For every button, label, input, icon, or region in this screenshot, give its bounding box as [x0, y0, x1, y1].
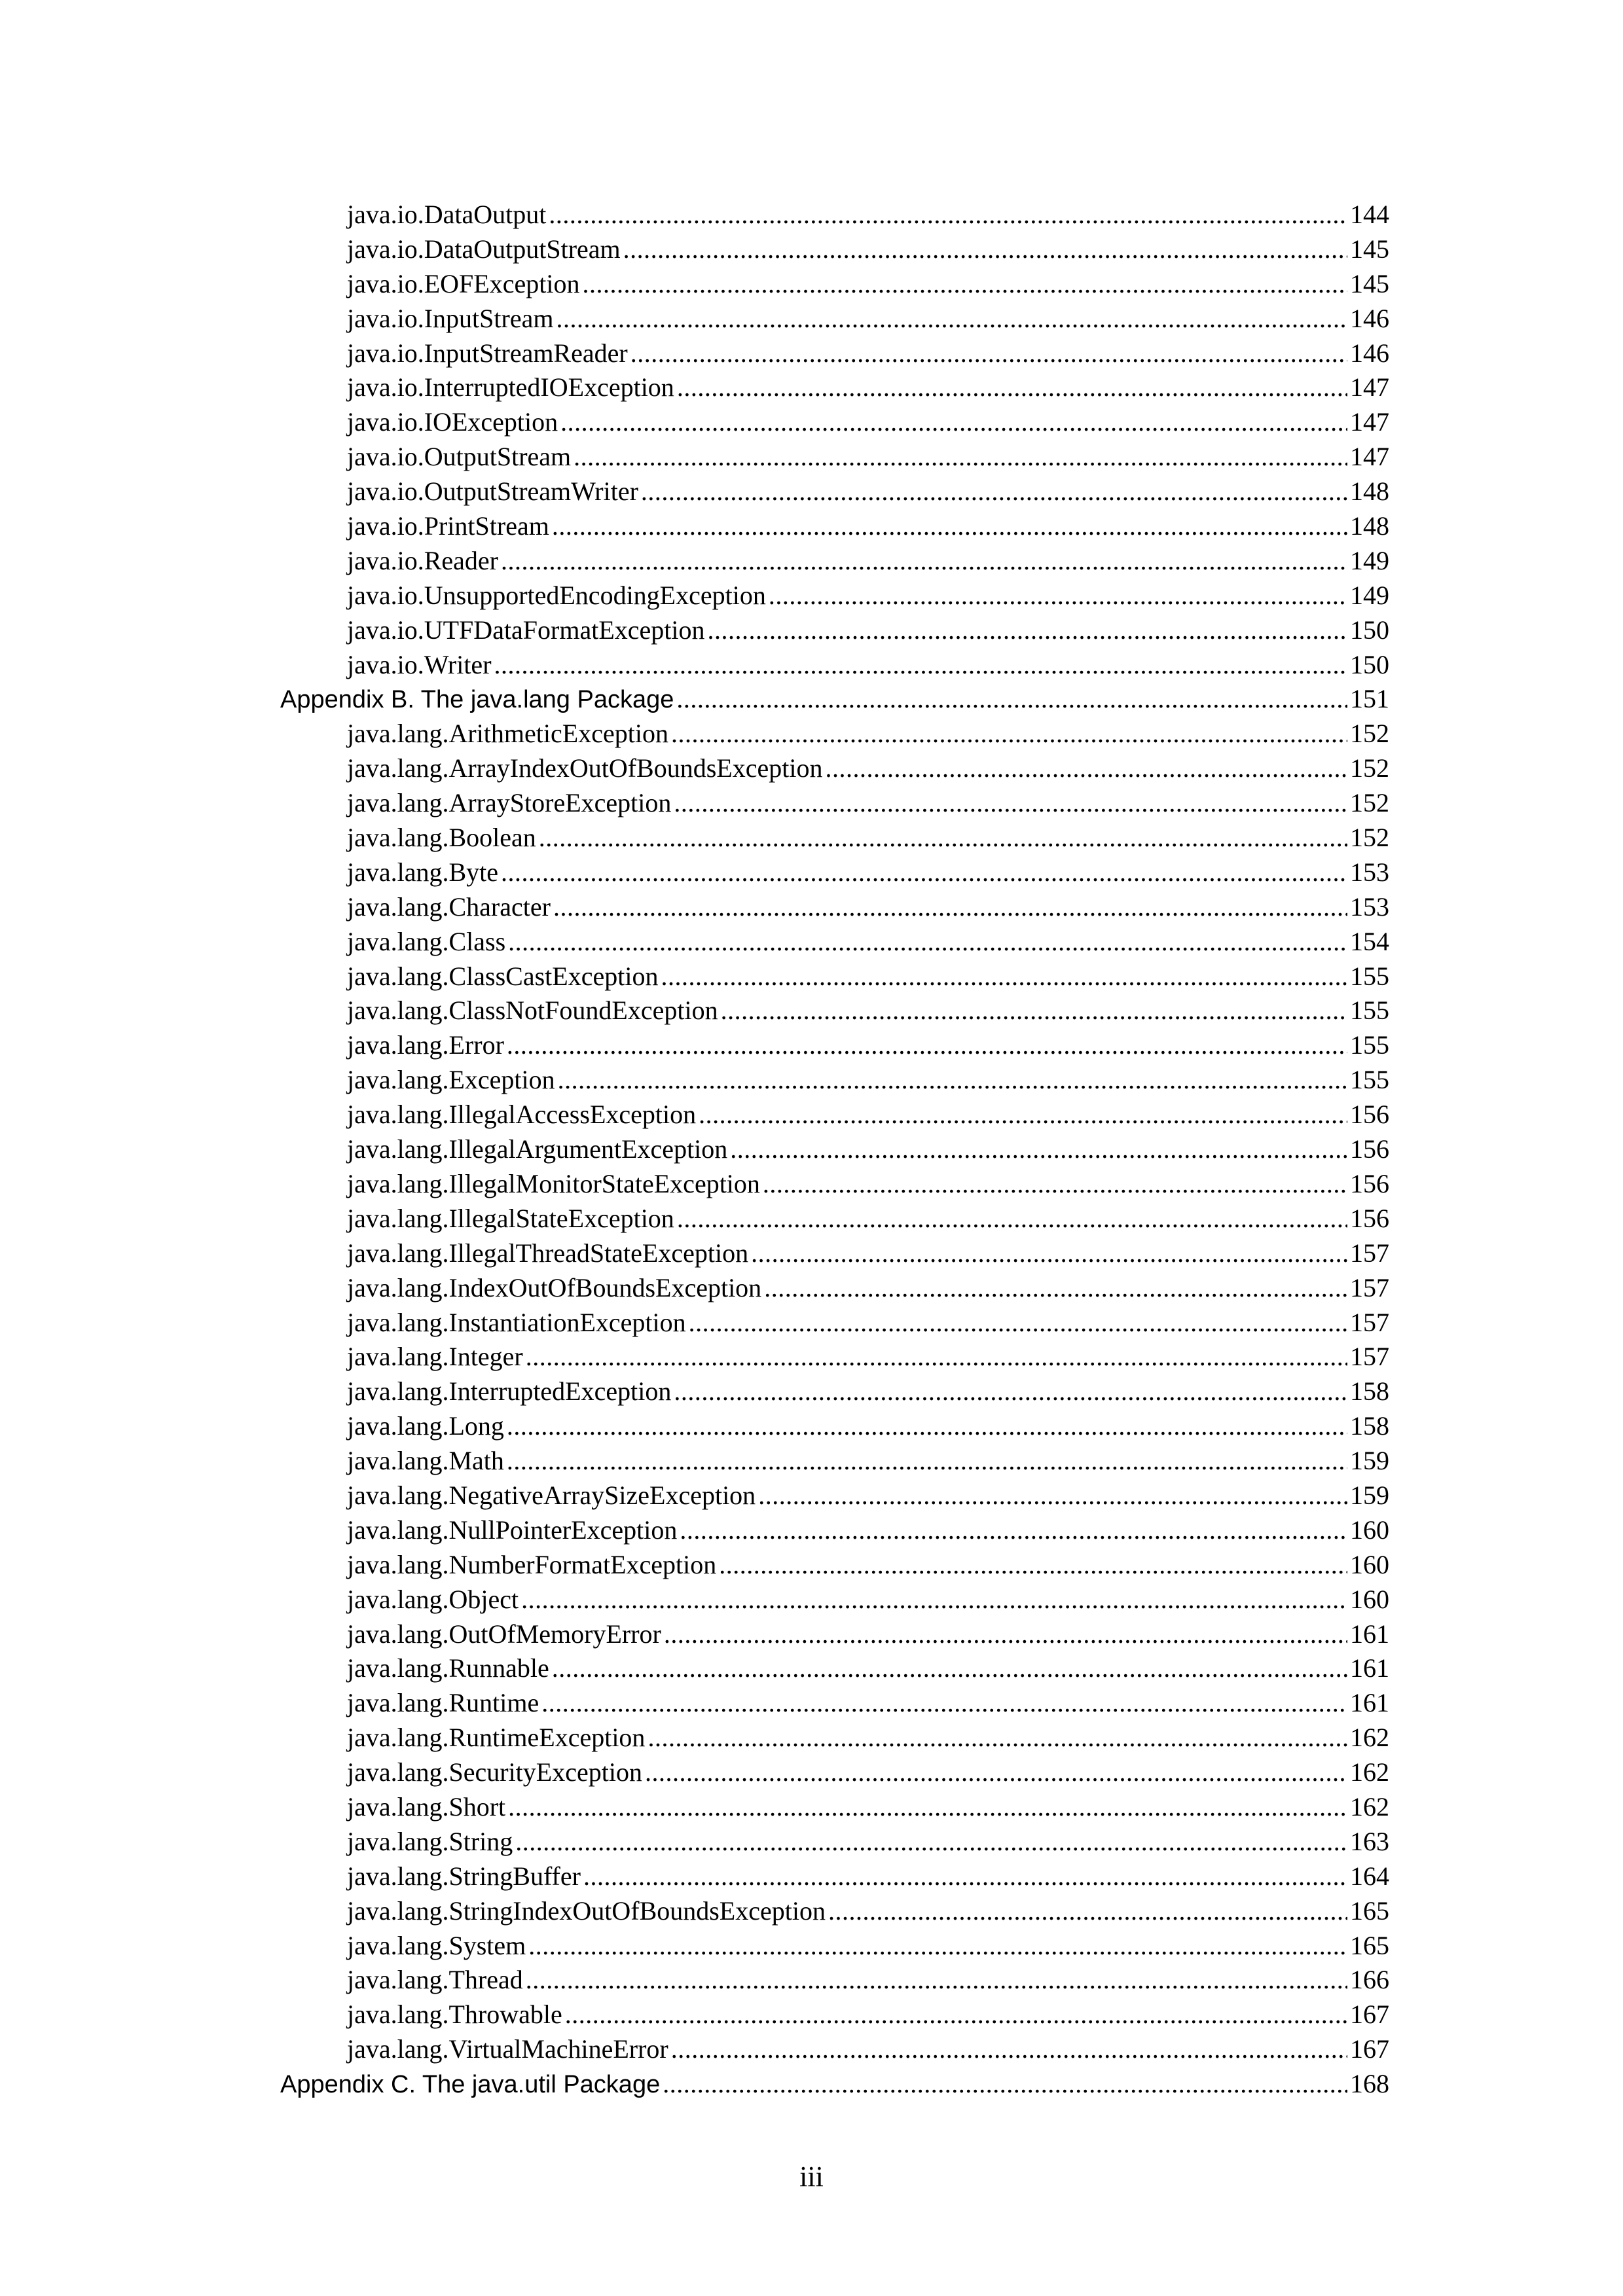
- toc-entry[interactable]: [280, 372, 1389, 406]
- dot-leader: [719, 1549, 1347, 1580]
- toc-label: java.io.InterruptedIOException: [347, 372, 674, 403]
- toc-label: java.io.IOException: [347, 407, 558, 437]
- toc-heading[interactable]: [280, 683, 1389, 718]
- toc-page-number: 148: [1350, 511, 1389, 541]
- dot-leader: [582, 268, 1347, 299]
- toc-page-number: 147: [1350, 407, 1389, 437]
- toc-label: java.lang.NumberFormatException: [347, 1549, 717, 1579]
- dot-leader: [507, 1410, 1347, 1441]
- toc-label: java.io.DataOutput: [347, 200, 547, 229]
- dot-leader: [507, 1445, 1347, 1476]
- toc-page-number: 149: [1350, 580, 1389, 610]
- toc-page-number: 151: [1350, 684, 1389, 714]
- dot-leader: [528, 1930, 1347, 1961]
- dot-leader: [671, 2034, 1347, 2064]
- toc-label: Appendix C. The java.util Package: [280, 2071, 661, 2099]
- toc-entry[interactable]: [280, 1687, 1389, 1722]
- toc-label: java.lang.Byte: [347, 857, 499, 887]
- toc-label: java.lang.Class: [347, 926, 506, 956]
- toc-page-number: 146: [1350, 338, 1389, 368]
- dot-leader: [574, 441, 1347, 472]
- toc-entry[interactable]: [280, 1515, 1389, 1549]
- dot-leader: [664, 1619, 1347, 1649]
- dot-leader: [565, 1999, 1347, 2030]
- toc-label: java.io.UnsupportedEncodingException: [347, 580, 766, 610]
- toc-entry[interactable]: [280, 891, 1389, 926]
- toc-entry[interactable]: [280, 1341, 1389, 1376]
- toc-entry[interactable]: [280, 1134, 1389, 1168]
- toc-entry[interactable]: [280, 1445, 1389, 1480]
- dot-leader: [699, 1099, 1347, 1130]
- dot-leader: [494, 649, 1347, 680]
- toc-label: java.lang.Runnable: [347, 1653, 549, 1683]
- dot-leader: [558, 1064, 1347, 1095]
- toc-entry[interactable]: [280, 545, 1389, 580]
- toc-entry[interactable]: [280, 1653, 1389, 1687]
- toc-label: java.lang.ClassNotFoundException: [347, 996, 718, 1026]
- dot-leader: [680, 1515, 1347, 1545]
- toc-page-number: 156: [1350, 1168, 1389, 1198]
- toc-entry[interactable]: [280, 753, 1389, 787]
- toc-page-number: 146: [1350, 303, 1389, 333]
- toc-entry[interactable]: [280, 1410, 1389, 1445]
- toc-page-number: 156: [1350, 1100, 1389, 1130]
- toc-label: java.lang.ArrayIndexOutOfBoundsException: [347, 753, 823, 783]
- toc-page-number: 150: [1350, 615, 1389, 645]
- dot-leader: [677, 372, 1347, 403]
- dot-leader: [689, 1307, 1347, 1338]
- dot-leader: [501, 545, 1347, 576]
- toc-entry[interactable]: [280, 1930, 1389, 1965]
- toc-entry[interactable]: [280, 1480, 1389, 1515]
- toc-entry[interactable]: [280, 1099, 1389, 1134]
- dot-leader: [630, 338, 1347, 368]
- toc-entry[interactable]: [280, 1861, 1389, 1895]
- toc-label: java.io.EOFException: [347, 268, 580, 298]
- toc-label: java.lang.IllegalAccessException: [347, 1100, 697, 1130]
- toc-page-number: 167: [1350, 2000, 1389, 2030]
- toc-entry[interactable]: [280, 1964, 1389, 1999]
- toc-entry[interactable]: [280, 580, 1389, 615]
- dot-leader: [515, 1826, 1347, 1857]
- toc-page-number: 154: [1350, 926, 1389, 956]
- toc-page-number: 158: [1350, 1376, 1389, 1407]
- toc-entry[interactable]: [280, 1168, 1389, 1203]
- dot-leader: [751, 1238, 1347, 1268]
- toc-entry[interactable]: [280, 857, 1389, 891]
- dot-leader: [507, 1030, 1347, 1060]
- toc-entry[interactable]: [280, 995, 1389, 1030]
- toc-page-number: 157: [1350, 1307, 1389, 1337]
- toc-entry[interactable]: [280, 1826, 1389, 1861]
- toc-page-number: 149: [1350, 545, 1389, 575]
- dot-leader: [825, 753, 1347, 783]
- toc-entry[interactable]: [280, 787, 1389, 822]
- toc-entry[interactable]: [280, 1791, 1389, 1826]
- dot-leader: [560, 406, 1347, 437]
- toc-label: java.io.DataOutputStream: [347, 234, 621, 264]
- toc-label: java.lang.ArrayStoreException: [347, 788, 672, 818]
- toc-entry[interactable]: [280, 1999, 1389, 2034]
- toc-page-number: 157: [1350, 1238, 1389, 1268]
- toc-label: java.lang.Boolean: [347, 823, 536, 853]
- dot-leader: [541, 1687, 1347, 1718]
- toc-page-number: 150: [1350, 649, 1389, 679]
- toc-label: java.io.InputStream: [347, 303, 554, 333]
- toc-page-number: 167: [1350, 2034, 1389, 2064]
- dot-leader: [526, 1341, 1347, 1372]
- toc-label: java.io.OutputStreamWriter: [347, 476, 638, 507]
- toc-page-number: 155: [1350, 1030, 1389, 1060]
- toc-label: java.lang.IndexOutOfBoundsException: [347, 1272, 762, 1302]
- toc-label: java.lang.InterruptedException: [347, 1376, 672, 1407]
- toc-entry[interactable]: [280, 961, 1389, 996]
- toc-page-number: 158: [1350, 1411, 1389, 1441]
- dot-leader: [583, 1861, 1347, 1892]
- toc-label: java.lang.Short: [347, 1791, 506, 1821]
- toc-entry[interactable]: [280, 1549, 1389, 1584]
- toc-label: java.lang.NegativeArraySizeException: [347, 1480, 756, 1510]
- dot-leader: [769, 580, 1347, 611]
- dot-leader: [674, 787, 1347, 818]
- dot-leader: [677, 1203, 1347, 1234]
- toc-label: java.lang.System: [347, 1930, 526, 1960]
- dot-leader: [645, 1757, 1347, 1787]
- toc-page-number: 160: [1350, 1515, 1389, 1545]
- toc-label: java.io.UTFDataFormatException: [347, 615, 705, 645]
- toc-entry[interactable]: [280, 199, 1389, 234]
- toc-entry[interactable]: [280, 268, 1389, 303]
- dot-leader: [553, 891, 1347, 922]
- toc-label: java.io.InputStreamReader: [347, 338, 628, 368]
- dot-leader: [641, 476, 1347, 507]
- toc-page-number: 148: [1350, 476, 1389, 507]
- toc-entry[interactable]: [280, 1272, 1389, 1307]
- toc-label: java.lang.Throwable: [347, 2000, 562, 2030]
- toc-label: java.lang.SecurityException: [347, 1757, 642, 1787]
- toc-entry[interactable]: [280, 1064, 1389, 1099]
- dot-leader: [708, 615, 1347, 645]
- toc-label: java.lang.IllegalArgumentException: [347, 1134, 728, 1164]
- toc-label: java.io.Writer: [347, 649, 492, 679]
- dot-leader: [623, 234, 1347, 264]
- toc-page-number: 156: [1350, 1203, 1389, 1233]
- toc-page-number: 160: [1350, 1584, 1389, 1614]
- dot-leader: [674, 1376, 1347, 1407]
- toc-page-number: 159: [1350, 1446, 1389, 1476]
- toc-entry[interactable]: [280, 1307, 1389, 1342]
- dot-leader: [552, 511, 1347, 541]
- toc-page-number: 152: [1350, 753, 1389, 783]
- toc-page-number: 163: [1350, 1826, 1389, 1856]
- toc-entry[interactable]: [280, 303, 1389, 338]
- dot-leader: [508, 926, 1347, 957]
- dot-leader: [758, 1480, 1347, 1511]
- dot-leader: [676, 683, 1347, 714]
- toc-page-number: 147: [1350, 372, 1389, 403]
- dot-leader: [663, 2068, 1347, 2099]
- toc-entry[interactable]: [280, 926, 1389, 961]
- toc-label: java.lang.VirtualMachineError: [347, 2034, 668, 2064]
- toc-page-number: 152: [1350, 719, 1389, 749]
- toc-page-number: 157: [1350, 1342, 1389, 1372]
- toc-label: java.lang.RuntimeException: [347, 1723, 646, 1753]
- toc-label: java.lang.NullPointerException: [347, 1515, 678, 1545]
- toc-entry[interactable]: [280, 476, 1389, 511]
- dot-leader: [828, 1895, 1347, 1926]
- toc-page-number: 162: [1350, 1723, 1389, 1753]
- toc-heading[interactable]: [280, 2068, 1389, 2103]
- toc-entry[interactable]: [280, 1584, 1389, 1619]
- toc-label: java.io.Reader: [347, 545, 498, 575]
- dot-leader: [671, 718, 1347, 749]
- toc-page-number: 153: [1350, 857, 1389, 887]
- toc-page-number: 166: [1350, 1965, 1389, 1995]
- toc-page-number: 162: [1350, 1791, 1389, 1821]
- toc-page-number: 153: [1350, 891, 1389, 922]
- toc-label: java.lang.StringBuffer: [347, 1861, 581, 1891]
- toc-page-number: 144: [1350, 200, 1389, 229]
- toc-label: java.lang.Runtime: [347, 1688, 539, 1718]
- toc-entry[interactable]: [280, 1030, 1389, 1064]
- page-number: iii: [799, 2161, 824, 2193]
- table-of-contents: [280, 199, 1389, 2103]
- dot-leader: [721, 995, 1347, 1026]
- toc-page-number: 145: [1350, 268, 1389, 298]
- toc-page-number: 168: [1350, 2069, 1389, 2099]
- toc-page-number: 161: [1350, 1653, 1389, 1683]
- dot-leader: [661, 961, 1347, 992]
- toc-entry[interactable]: [280, 649, 1389, 684]
- toc-page-number: 159: [1350, 1480, 1389, 1510]
- toc-page-number: 152: [1350, 788, 1389, 818]
- dot-leader: [501, 857, 1347, 888]
- toc-label: java.lang.Object: [347, 1584, 519, 1614]
- toc-label: java.lang.IllegalStateException: [347, 1203, 674, 1233]
- toc-page-number: 155: [1350, 996, 1389, 1026]
- toc-entry[interactable]: [280, 615, 1389, 649]
- toc-entry[interactable]: [280, 718, 1389, 753]
- toc-page-number: 165: [1350, 1930, 1389, 1960]
- toc-entry[interactable]: [280, 338, 1389, 372]
- toc-label: java.lang.Error: [347, 1030, 504, 1060]
- toc-label: java.lang.ArithmeticException: [347, 719, 668, 749]
- toc-label: java.lang.InstantiationException: [347, 1307, 686, 1337]
- toc-entry[interactable]: [280, 1376, 1389, 1410]
- toc-page-number: 155: [1350, 1065, 1389, 1095]
- toc-page-number: 157: [1350, 1272, 1389, 1302]
- toc-label: java.lang.IllegalThreadStateException: [347, 1238, 749, 1268]
- toc-label: java.lang.StringIndexOutOfBoundsException: [347, 1895, 826, 1926]
- dot-leader: [539, 822, 1347, 853]
- toc-entry[interactable]: [280, 1203, 1389, 1238]
- dot-leader: [556, 303, 1347, 334]
- toc-page-number: 147: [1350, 442, 1389, 472]
- toc-entry[interactable]: [280, 1757, 1389, 1791]
- toc-page-number: 165: [1350, 1895, 1389, 1926]
- dot-leader: [549, 199, 1347, 230]
- toc-label: java.lang.ClassCastException: [347, 961, 659, 991]
- toc-label: java.lang.Math: [347, 1446, 504, 1476]
- toc-entry[interactable]: [280, 822, 1389, 857]
- dot-leader: [526, 1964, 1347, 1995]
- toc-page-number: 156: [1350, 1134, 1389, 1164]
- dot-leader: [730, 1134, 1347, 1164]
- toc-label: java.io.OutputStream: [347, 442, 572, 472]
- toc-entry[interactable]: [280, 1238, 1389, 1272]
- toc-page-number: 162: [1350, 1757, 1389, 1787]
- toc-entry[interactable]: [280, 2034, 1389, 2068]
- toc-page-number: 145: [1350, 234, 1389, 264]
- toc-entry[interactable]: [280, 234, 1389, 268]
- toc-label: Appendix B. The java.lang Package: [280, 686, 674, 714]
- toc-label: java.io.PrintStream: [347, 511, 549, 541]
- dot-leader: [552, 1653, 1347, 1683]
- dot-leader: [508, 1791, 1347, 1822]
- toc-entry[interactable]: [280, 511, 1389, 545]
- toc-label: java.lang.Integer: [347, 1342, 523, 1372]
- dot-leader: [521, 1584, 1347, 1615]
- toc-label: java.lang.Long: [347, 1411, 504, 1441]
- toc-page-number: 155: [1350, 961, 1389, 991]
- toc-label: java.lang.Thread: [347, 1965, 523, 1995]
- toc-entry[interactable]: [280, 1722, 1389, 1757]
- toc-entry[interactable]: [280, 441, 1389, 476]
- toc-page-number: 161: [1350, 1619, 1389, 1649]
- dot-leader: [764, 1272, 1347, 1303]
- dot-leader: [763, 1168, 1347, 1199]
- toc-label: java.lang.Character: [347, 891, 551, 922]
- toc-label: java.lang.OutOfMemoryError: [347, 1619, 661, 1649]
- toc-entry[interactable]: [280, 1895, 1389, 1930]
- toc-page-number: 161: [1350, 1688, 1389, 1718]
- toc-entry[interactable]: [280, 406, 1389, 441]
- toc-label: java.lang.String: [347, 1826, 513, 1856]
- dot-leader: [647, 1722, 1347, 1753]
- toc-page-number: 164: [1350, 1861, 1389, 1891]
- toc-page-number: 160: [1350, 1549, 1389, 1579]
- toc-page-number: 152: [1350, 823, 1389, 853]
- toc-entry[interactable]: [280, 1619, 1389, 1653]
- toc-label: java.lang.Exception: [347, 1065, 555, 1095]
- toc-label: java.lang.IllegalMonitorStateException: [347, 1168, 760, 1198]
